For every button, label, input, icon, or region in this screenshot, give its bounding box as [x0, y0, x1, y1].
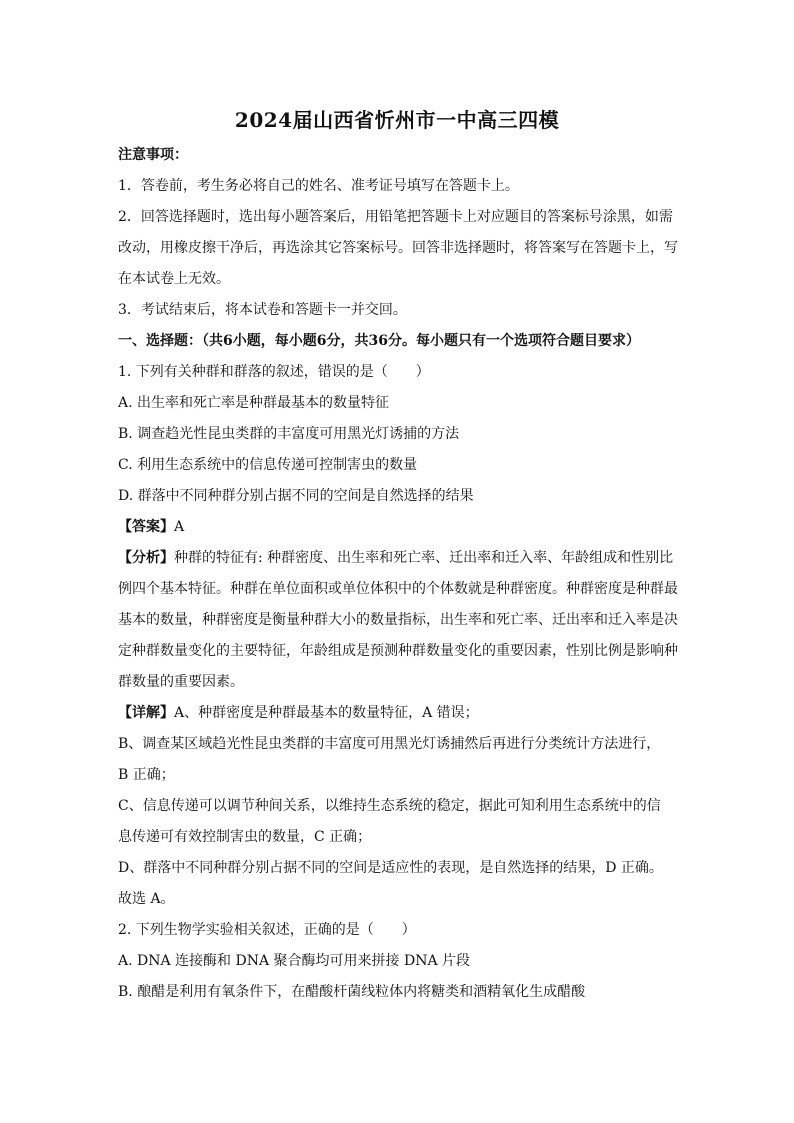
page-title: 2024届山西省忻州市一中高三四模 — [234, 108, 560, 132]
detail-text: A、种群密度是种群最基本的数量特征，A 错误； — [174, 705, 479, 721]
detail-text: C、信息传递可以调节种间关系，以维持生态系统的稳定，据此可知利用生态系统中的信 — [118, 798, 661, 814]
analysis-label: 【分析】 — [118, 550, 174, 566]
analysis-text: 例四个基本特征。种群在单位面积或单位体积中的个体数就是种群密度。种群密度是种群最 — [118, 581, 678, 597]
question-stem: 1. 下列有关种群和群落的叙述，错误的是（ ） — [118, 364, 430, 380]
analysis-text: 种群的特征有: 种群密度、出生率和死亡率、迁出率和迁入率、年龄组成和性别比 — [174, 550, 674, 566]
option-d: D. 群落中不同种群分别占据不同的空间是自然选择的结果 — [118, 488, 474, 504]
analysis-text: 定种群数量变化的主要特征，年龄组成是预测种群数量变化的重要因素，性别比例是影响种 — [118, 643, 678, 659]
question-stem: 2. 下列生物学实验相关叙述，正确的是（ ） — [118, 922, 416, 938]
detail-text: D、群落中不同种群分别占据不同的空间是适应性的表现，是自然选择的结果，D 正确。 — [118, 860, 663, 876]
notice-heading: 注意事项： — [118, 147, 188, 163]
detail-text: 故选 A。 — [118, 891, 175, 907]
analysis-text: 群数量的重要因素。 — [118, 674, 244, 690]
notice-item: 2．回答选择题时，选出每小题答案后，用铅笔把答题卡上对应题目的答案标号涂黑，如需 — [118, 209, 673, 225]
notice-item: 在本试卷上无效。 — [118, 271, 230, 287]
option-b: B. 调查趋光性昆虫类群的丰富度可用黑光灯诱捕的方法 — [118, 426, 460, 442]
section-heading: 一、选择题：（共6小题，每小题6分，共36分。每小题只有一个选项符合题目要求） — [118, 333, 640, 349]
notice-item: 改动，用橡皮擦干净后，再选涂其它答案标号。回答非选择题时，将答案写在答题卡上，写 — [118, 240, 678, 256]
option-a: A. DNA 连接酶和 DNA 聚合酶均可用来拼接 DNA 片段 — [118, 953, 471, 969]
notice-item: 1．答卷前，考生务必将自己的姓名、准考证号填写在答题卡上。 — [118, 178, 519, 194]
detail-label: 【详解】 — [118, 705, 174, 721]
detail-line — [118, 703, 678, 723]
answer-label: 【答案】 — [118, 519, 174, 535]
notice-item: 3．考试结束后，将本试卷和答题卡一并交回。 — [118, 302, 407, 318]
analysis-text: 基本的数量，种群密度是衡量种群大小的数量指标，出生率和死亡率、迁出率和迁入率是决 — [118, 612, 678, 628]
detail-text: B、调查某区域趋光性昆虫类群的丰富度可用黑光灯诱捕然后再进行分类统计方法进行， — [118, 736, 661, 752]
option-c: C. 利用生态系统中的信息传递可控制害虫的数量 — [118, 457, 418, 473]
detail-text: B 正确； — [118, 767, 175, 783]
analysis-line — [118, 548, 678, 568]
option-a: A. 出生率和死亡率是种群最基本的数量特征 — [118, 395, 390, 411]
answer-line — [118, 517, 678, 537]
option-b: B. 酿醋是利用有氧条件下，在醋酸杆菌线粒体内将糖类和酒精氧化生成醋酸 — [118, 984, 586, 1000]
answer-value: A — [174, 519, 185, 535]
detail-text: 息传递可有效控制害虫的数量，C 正确； — [118, 829, 372, 845]
